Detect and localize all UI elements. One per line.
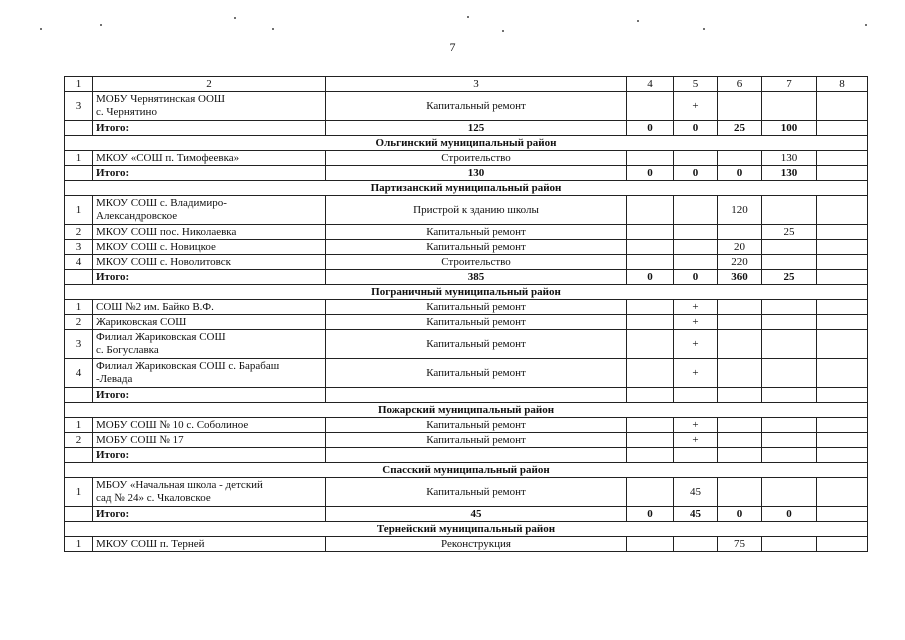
- value-cell: [627, 537, 674, 552]
- row-number-cell: 2: [65, 225, 93, 240]
- total-row: [65, 270, 868, 285]
- total-work-cell: [326, 388, 627, 403]
- district-title: Спасский муниципальный район: [65, 463, 868, 478]
- row-number-cell: 1: [65, 196, 93, 225]
- school-row: [65, 478, 868, 507]
- value-cell: [627, 478, 674, 507]
- scan-speck: [234, 17, 236, 19]
- row-number-cell: [65, 166, 93, 181]
- total-work-cell: 125: [326, 121, 627, 136]
- total-label: Итого:: [93, 388, 326, 403]
- total-value-cell: 100: [762, 121, 817, 136]
- value-cell: [762, 330, 817, 359]
- value-cell: [627, 92, 674, 121]
- value-cell: [762, 240, 817, 255]
- column-header: 1: [65, 77, 93, 92]
- school-name-cell: МКОУ СОШ с. Новолитовск: [93, 255, 326, 270]
- total-label: Итого:: [93, 448, 326, 463]
- value-cell: [762, 92, 817, 121]
- total-work-cell: 45: [326, 507, 627, 522]
- district-section-row: [65, 522, 868, 537]
- value-cell: [627, 240, 674, 255]
- total-value-cell: 25: [718, 121, 762, 136]
- school-row: [65, 240, 868, 255]
- column-header: 5: [674, 77, 718, 92]
- row-number-cell: 1: [65, 151, 93, 166]
- value-cell: [627, 255, 674, 270]
- row-number-cell: [65, 388, 93, 403]
- value-cell: +: [674, 300, 718, 315]
- value-cell: [718, 330, 762, 359]
- work-type-cell: Строительство: [326, 255, 627, 270]
- row-number-cell: 4: [65, 359, 93, 388]
- school-name-cell: МКОУ «СОШ п. Тимофеевка»: [93, 151, 326, 166]
- total-value-cell: 0: [627, 121, 674, 136]
- value-cell: [718, 478, 762, 507]
- value-cell: [817, 315, 868, 330]
- value-cell: +: [674, 359, 718, 388]
- value-cell: [762, 255, 817, 270]
- school-name-cell: МОБУ Чернятинская ООШ с. Чернятино: [93, 92, 326, 121]
- value-cell: +: [674, 315, 718, 330]
- school-row: [65, 92, 868, 121]
- school-row: [65, 315, 868, 330]
- column-header: 3: [326, 77, 627, 92]
- total-value-cell: 0: [627, 507, 674, 522]
- school-row: [65, 359, 868, 388]
- value-cell: [674, 225, 718, 240]
- total-value-cell: 0: [674, 166, 718, 181]
- total-value-cell: [762, 448, 817, 463]
- header-row: [65, 77, 868, 92]
- total-value-cell: 0: [762, 507, 817, 522]
- value-cell: 130: [762, 151, 817, 166]
- school-name-cell: МОБУ СОШ № 10 с. Соболиное: [93, 418, 326, 433]
- value-cell: 25: [762, 225, 817, 240]
- scan-speck: [703, 28, 705, 30]
- total-value-cell: [718, 448, 762, 463]
- value-cell: [627, 300, 674, 315]
- value-cell: [817, 478, 868, 507]
- table-body: [65, 77, 868, 552]
- total-value-cell: [674, 388, 718, 403]
- total-value-cell: [627, 388, 674, 403]
- value-cell: [627, 196, 674, 225]
- value-cell: [627, 330, 674, 359]
- district-title: Пограничный муниципальный район: [65, 285, 868, 300]
- work-type-cell: Строительство: [326, 151, 627, 166]
- work-type-cell: Капитальный ремонт: [326, 315, 627, 330]
- value-cell: [718, 225, 762, 240]
- work-type-cell: Капитальный ремонт: [326, 240, 627, 255]
- school-row: [65, 196, 868, 225]
- row-number-cell: [65, 507, 93, 522]
- work-type-cell: Капитальный ремонт: [326, 330, 627, 359]
- total-value-cell: 25: [762, 270, 817, 285]
- total-value-cell: 45: [674, 507, 718, 522]
- scan-speck: [865, 24, 867, 26]
- value-cell: [817, 240, 868, 255]
- page-number: 7: [449, 40, 456, 54]
- value-cell: [627, 359, 674, 388]
- total-value-cell: [817, 388, 868, 403]
- total-label: Итого:: [93, 166, 326, 181]
- value-cell: [817, 225, 868, 240]
- school-name-cell: МКОУ СОШ пос. Николаевка: [93, 225, 326, 240]
- row-number-cell: 1: [65, 537, 93, 552]
- total-value-cell: 0: [718, 166, 762, 181]
- row-number-cell: [65, 448, 93, 463]
- value-cell: [817, 418, 868, 433]
- row-number-cell: 3: [65, 240, 93, 255]
- work-type-cell: Капитальный ремонт: [326, 92, 627, 121]
- value-cell: 75: [718, 537, 762, 552]
- district-title: Партизанский муниципальный район: [65, 181, 868, 196]
- work-type-cell: Капитальный ремонт: [326, 478, 627, 507]
- total-row: [65, 166, 868, 181]
- school-row: [65, 151, 868, 166]
- total-value-cell: [817, 166, 868, 181]
- work-type-cell: Капитальный ремонт: [326, 225, 627, 240]
- school-name-cell: МКОУ СОШ с. Новицкое: [93, 240, 326, 255]
- value-cell: [762, 478, 817, 507]
- value-cell: 220: [718, 255, 762, 270]
- work-type-cell: Капитальный ремонт: [326, 418, 627, 433]
- column-header: 8: [817, 77, 868, 92]
- value-cell: [627, 433, 674, 448]
- total-value-cell: 130: [762, 166, 817, 181]
- value-cell: [762, 537, 817, 552]
- school-name-cell: Филиал Жариковская СОШ с. Барабаш -Левада: [93, 359, 326, 388]
- school-row: [65, 330, 868, 359]
- school-row: [65, 225, 868, 240]
- scan-speck: [100, 24, 102, 26]
- work-type-cell: Капитальный ремонт: [326, 433, 627, 448]
- value-cell: +: [674, 418, 718, 433]
- row-number-cell: [65, 121, 93, 136]
- total-work-cell: [326, 448, 627, 463]
- value-cell: +: [674, 330, 718, 359]
- school-name-cell: Жариковская СОШ: [93, 315, 326, 330]
- value-cell: [718, 433, 762, 448]
- value-cell: [817, 151, 868, 166]
- value-cell: [674, 537, 718, 552]
- school-row: [65, 300, 868, 315]
- scan-speck: [40, 28, 42, 30]
- total-row: [65, 121, 868, 136]
- total-value-cell: 0: [627, 166, 674, 181]
- row-number-cell: 1: [65, 418, 93, 433]
- value-cell: [718, 300, 762, 315]
- work-type-cell: Реконструкция: [326, 537, 627, 552]
- row-number-cell: 3: [65, 330, 93, 359]
- column-header: 7: [762, 77, 817, 92]
- value-cell: [817, 330, 868, 359]
- value-cell: [762, 433, 817, 448]
- district-title: Ольгинский муниципальный район: [65, 136, 868, 151]
- value-cell: +: [674, 92, 718, 121]
- column-header: 6: [718, 77, 762, 92]
- total-work-cell: 130: [326, 166, 627, 181]
- school-name-cell: Филиал Жариковская СОШ с. Богуславка: [93, 330, 326, 359]
- value-cell: [674, 240, 718, 255]
- value-cell: [718, 418, 762, 433]
- scan-speck: [637, 20, 639, 22]
- value-cell: [627, 418, 674, 433]
- school-row: [65, 433, 868, 448]
- value-cell: +: [674, 433, 718, 448]
- school-name-cell: МКОУ СОШ п. Терней: [93, 537, 326, 552]
- value-cell: [718, 359, 762, 388]
- total-value-cell: 0: [718, 507, 762, 522]
- value-cell: [817, 92, 868, 121]
- value-cell: 120: [718, 196, 762, 225]
- work-type-cell: Пристрой к зданию школы: [326, 196, 627, 225]
- total-value-cell: [627, 448, 674, 463]
- school-name-cell: МОБУ СОШ № 17: [93, 433, 326, 448]
- total-value-cell: [817, 270, 868, 285]
- district-section-row: [65, 136, 868, 151]
- district-title: Пожарский муниципальный район: [65, 403, 868, 418]
- value-cell: [762, 315, 817, 330]
- scan-speck: [467, 16, 469, 18]
- value-cell: 20: [718, 240, 762, 255]
- value-cell: [627, 225, 674, 240]
- school-row: [65, 418, 868, 433]
- school-works-table: [64, 76, 868, 552]
- scan-speck: [502, 30, 504, 32]
- value-cell: [817, 433, 868, 448]
- value-cell: [762, 300, 817, 315]
- total-value-cell: [817, 121, 868, 136]
- value-cell: [627, 151, 674, 166]
- value-cell: [674, 196, 718, 225]
- row-number-cell: [65, 270, 93, 285]
- value-cell: [817, 300, 868, 315]
- total-value-cell: [817, 448, 868, 463]
- total-label: Итого:: [93, 121, 326, 136]
- total-work-cell: 385: [326, 270, 627, 285]
- district-section-row: [65, 181, 868, 196]
- value-cell: [718, 315, 762, 330]
- school-name-cell: СОШ №2 им. Байко В.Ф.: [93, 300, 326, 315]
- total-label: Итого:: [93, 507, 326, 522]
- total-value-cell: [718, 388, 762, 403]
- value-cell: [762, 196, 817, 225]
- scan-speck: [272, 28, 274, 30]
- total-value-cell: 0: [627, 270, 674, 285]
- value-cell: [718, 151, 762, 166]
- value-cell: [674, 151, 718, 166]
- total-value-cell: [762, 388, 817, 403]
- row-number-cell: 2: [65, 315, 93, 330]
- school-row: [65, 537, 868, 552]
- district-section-row: [65, 463, 868, 478]
- value-cell: 45: [674, 478, 718, 507]
- row-number-cell: 3: [65, 92, 93, 121]
- total-value-cell: [674, 448, 718, 463]
- value-cell: [762, 359, 817, 388]
- district-section-row: [65, 285, 868, 300]
- district-section-row: [65, 403, 868, 418]
- total-value-cell: 0: [674, 270, 718, 285]
- total-value-cell: 360: [718, 270, 762, 285]
- district-title: Тернейский муниципальный район: [65, 522, 868, 537]
- work-type-cell: Капитальный ремонт: [326, 359, 627, 388]
- school-name-cell: МКОУ СОШ с. Владимиро- Александровское: [93, 196, 326, 225]
- value-cell: [817, 359, 868, 388]
- total-label: Итого:: [93, 270, 326, 285]
- row-number-cell: 1: [65, 478, 93, 507]
- value-cell: [817, 255, 868, 270]
- value-cell: [762, 418, 817, 433]
- total-row: [65, 448, 868, 463]
- total-value-cell: 0: [674, 121, 718, 136]
- total-row: [65, 507, 868, 522]
- column-header: 2: [93, 77, 326, 92]
- school-name-cell: МБОУ «Начальная школа - детский сад № 24» с. Чкаловское: [93, 478, 326, 507]
- value-cell: [674, 255, 718, 270]
- work-type-cell: Капитальный ремонт: [326, 300, 627, 315]
- column-header: 4: [627, 77, 674, 92]
- row-number-cell: 4: [65, 255, 93, 270]
- row-number-cell: 2: [65, 433, 93, 448]
- total-row: [65, 388, 868, 403]
- value-cell: [718, 92, 762, 121]
- row-number-cell: 1: [65, 300, 93, 315]
- total-value-cell: [817, 507, 868, 522]
- value-cell: [817, 196, 868, 225]
- value-cell: [817, 537, 868, 552]
- value-cell: [627, 315, 674, 330]
- school-row: [65, 255, 868, 270]
